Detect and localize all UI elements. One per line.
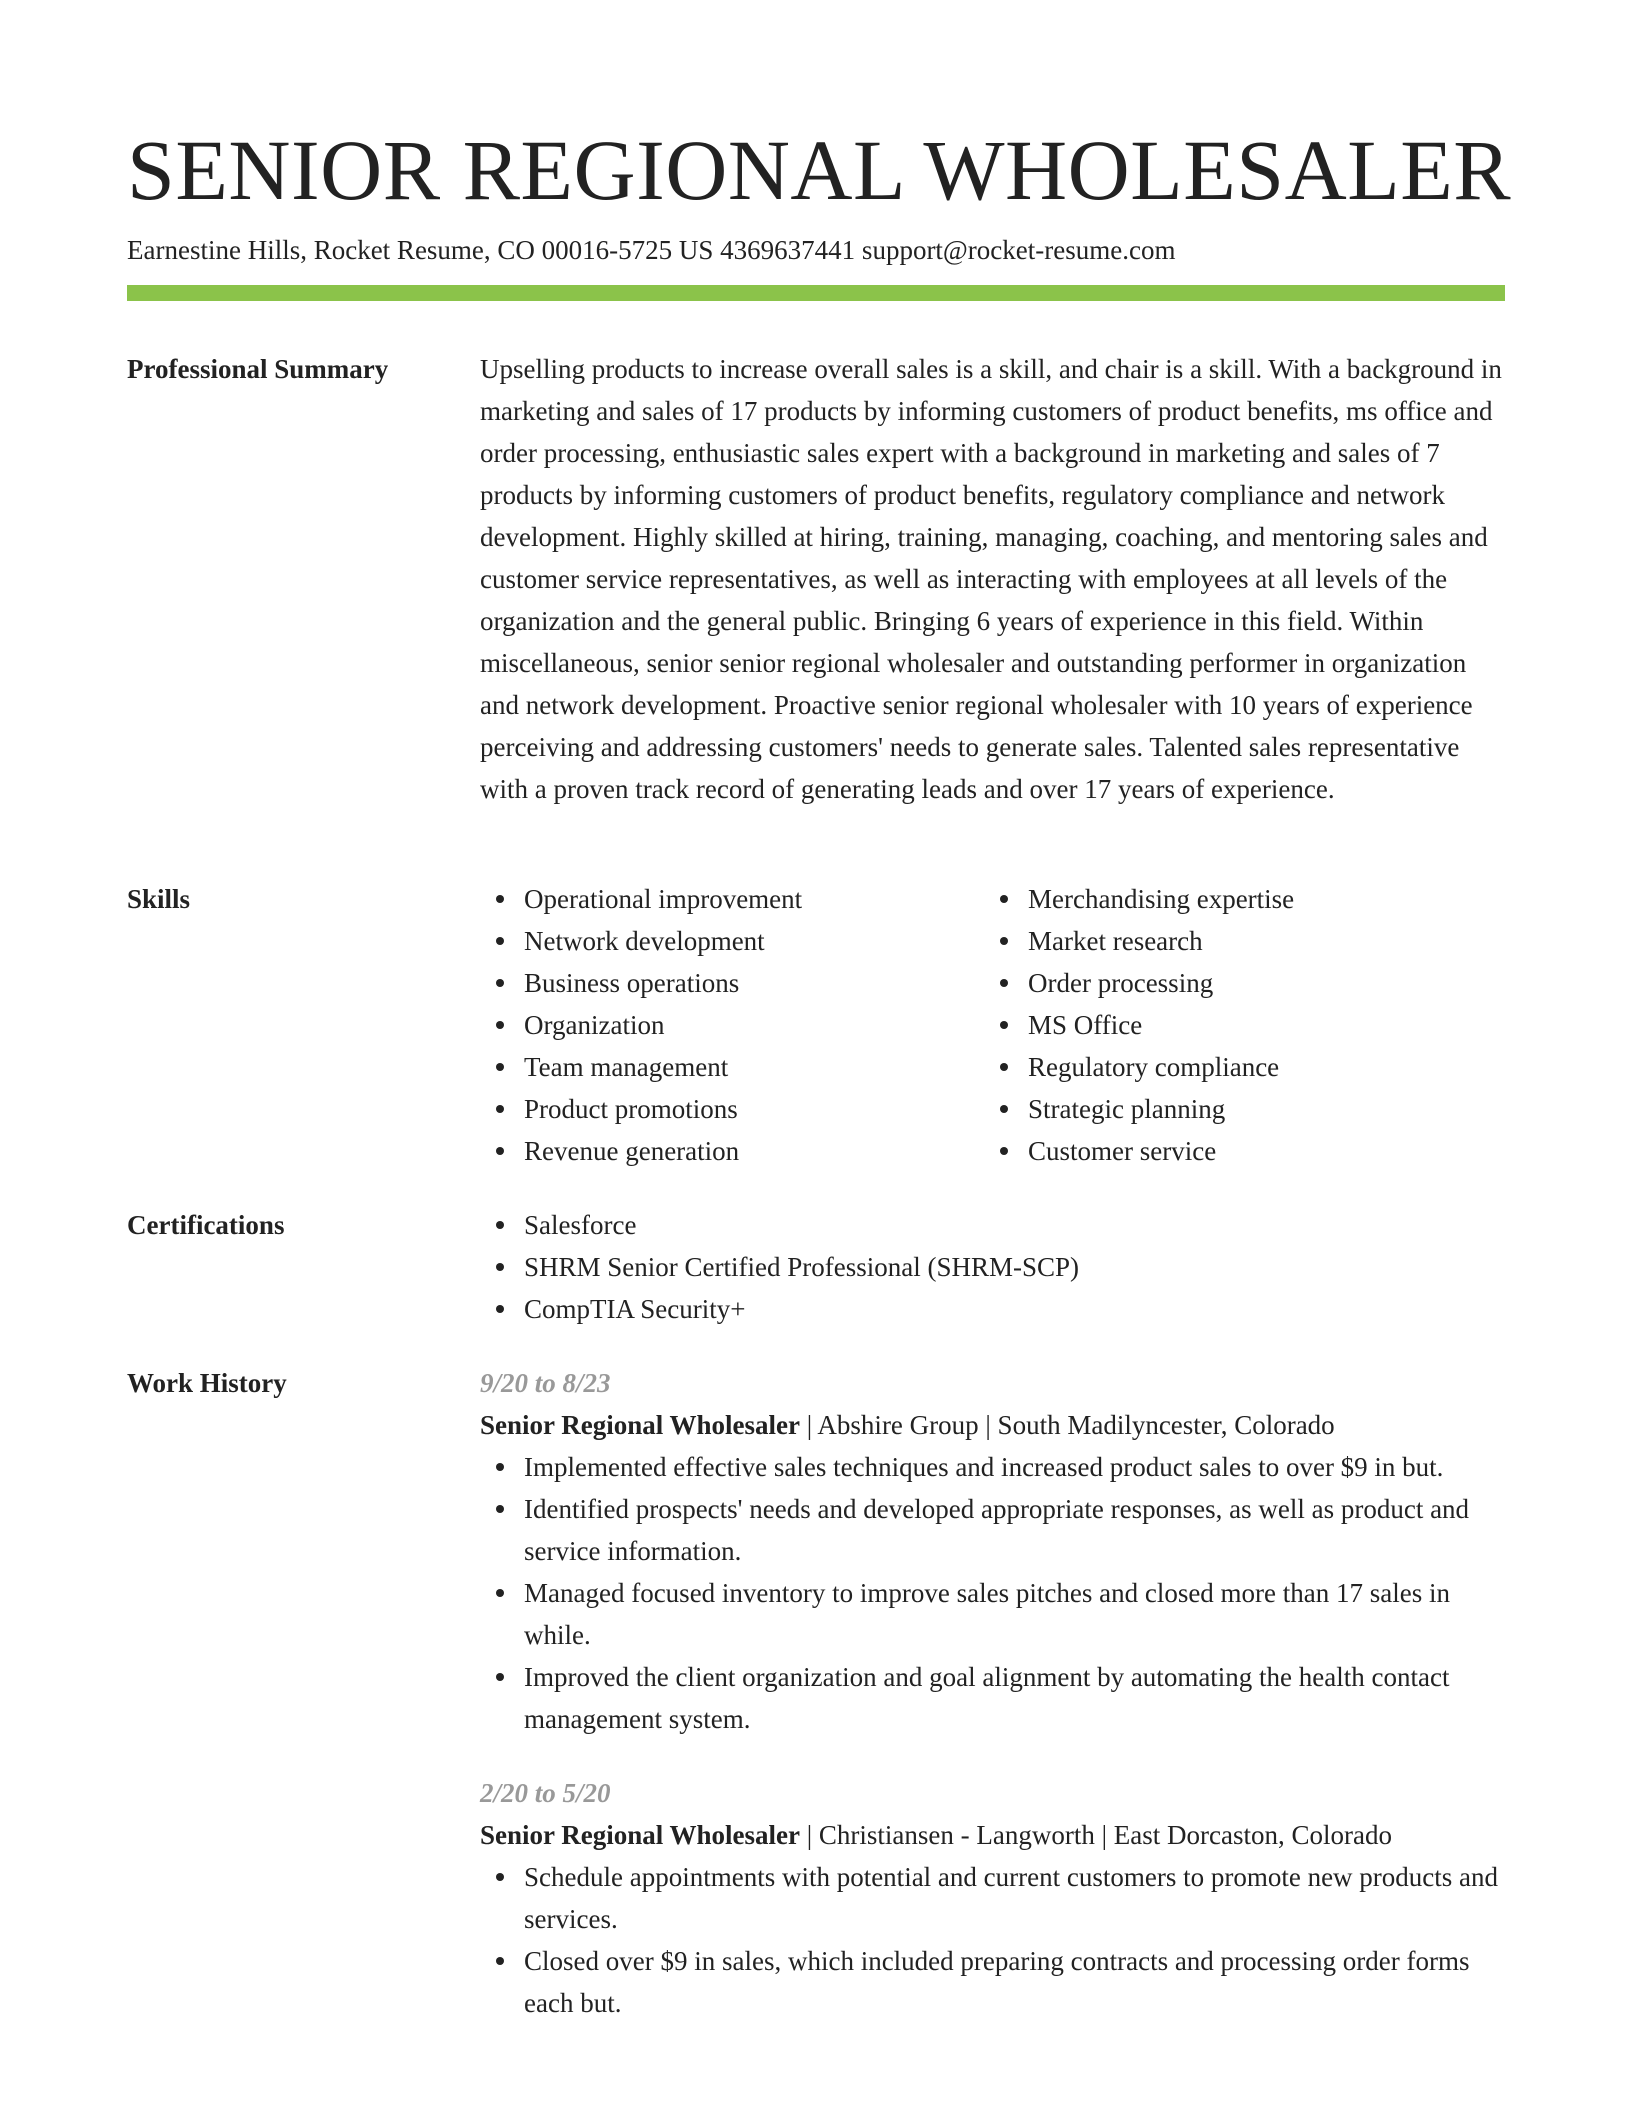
skills-list-left	[480, 878, 984, 1172]
skill-item: Network development	[480, 920, 984, 962]
job-bullet: Closed over $9 in sales, which included preparing contracts and processing order forms each but.	[480, 1940, 1505, 2024]
job-bullet: Improved the client organization and goal alignment by automating the health contact management system.	[480, 1656, 1505, 1740]
skills-section	[480, 878, 1505, 1172]
skill-item: Customer service	[984, 1130, 1488, 1172]
header-divider	[127, 285, 1505, 301]
job-bullet: Implemented effective sales techniques and increased product sales to over $9 in but.	[480, 1446, 1505, 1488]
skills-list-right	[984, 878, 1488, 1172]
certification-item: SHRM Senior Certified Professional (SHRM-SCP)	[480, 1246, 1505, 1288]
skills-label: Skills	[127, 884, 191, 914]
job-bullets	[480, 1856, 1505, 2024]
certifications-section	[480, 1204, 1505, 1330]
job-heading	[480, 1814, 1505, 1856]
certification-item: Salesforce	[480, 1204, 1505, 1246]
skill-item: Strategic planning	[984, 1088, 1488, 1130]
summary-text: Upselling products to increase overall sales is a skill, and chair is a skill. With a background in marketing and sales of 17 products by informing customers of product benefits, ms office and order processing, enthusiastic sales expert with a background in marketing and sales of 7 products by informing customers of product benefits, regulatory compliance and network development. Highly skilled at hiring, training, managing, coaching, and mentoring sales and customer service representatives, as well as interacting with employees at all levels of the organization and the general public. Bringing 6 years of experience in this field. Within miscellaneous, senior senior regional wholesaler and outstanding performer in organization and network development. Proactive senior regional wholesaler with 10 years of experience perceiving and addressing customers' needs to generate sales. Talented sales representative with a proven track record of generating leads and over 17 years of experience.	[480, 354, 1502, 804]
contact-line: Earnestine Hills, Rocket Resume, CO 00016-5725 US 4369637441 support@rocket-resume.com	[127, 235, 1176, 265]
summary-label: Professional Summary	[127, 354, 389, 384]
job-bullet: Schedule appointments with potential and current customers to promote new products and services.	[480, 1856, 1505, 1940]
job-title: Senior Regional Wholesaler	[480, 1820, 801, 1850]
job-entry	[480, 1772, 1505, 2024]
skill-item: Revenue generation	[480, 1130, 984, 1172]
skill-item: Order processing	[984, 962, 1488, 1004]
skill-item: Team management	[480, 1046, 984, 1088]
job-dates: 9/20 to 8/23	[480, 1368, 611, 1398]
job-entry	[480, 1362, 1505, 1740]
skill-item: Organization	[480, 1004, 984, 1046]
job-bullet: Managed focused inventory to improve sales pitches and closed more than 17 sales in while.	[480, 1572, 1505, 1656]
certifications-list	[480, 1204, 1505, 1330]
job-bullets	[480, 1446, 1505, 1740]
skill-item: Merchandising expertise	[984, 878, 1488, 920]
summary-section	[480, 348, 1505, 810]
work-history-section	[480, 1362, 1505, 2056]
certifications-label: Certifications	[127, 1210, 285, 1240]
work-history-label: Work History	[127, 1368, 287, 1398]
job-heading	[480, 1404, 1505, 1446]
skill-item: Market research	[984, 920, 1488, 962]
skill-item: MS Office	[984, 1004, 1488, 1046]
job-title: Senior Regional Wholesaler	[480, 1410, 801, 1440]
job-employer-location: | Abshire Group | South Madilyncester, Colorado	[800, 1410, 1335, 1440]
skill-item: Operational improvement	[480, 878, 984, 920]
resume-title: SENIOR REGIONAL WHOLESALER	[127, 122, 1512, 218]
certification-item: CompTIA Security+	[480, 1288, 1505, 1330]
skill-item: Regulatory compliance	[984, 1046, 1488, 1088]
skill-item: Business operations	[480, 962, 984, 1004]
job-employer-location: | Christiansen - Langworth | East Dorcaston, Colorado	[800, 1820, 1392, 1850]
skill-item: Product promotions	[480, 1088, 984, 1130]
job-bullet: Identified prospects' needs and developed appropriate responses, as well as product and service information.	[480, 1488, 1505, 1572]
job-dates: 2/20 to 5/20	[480, 1778, 611, 1808]
